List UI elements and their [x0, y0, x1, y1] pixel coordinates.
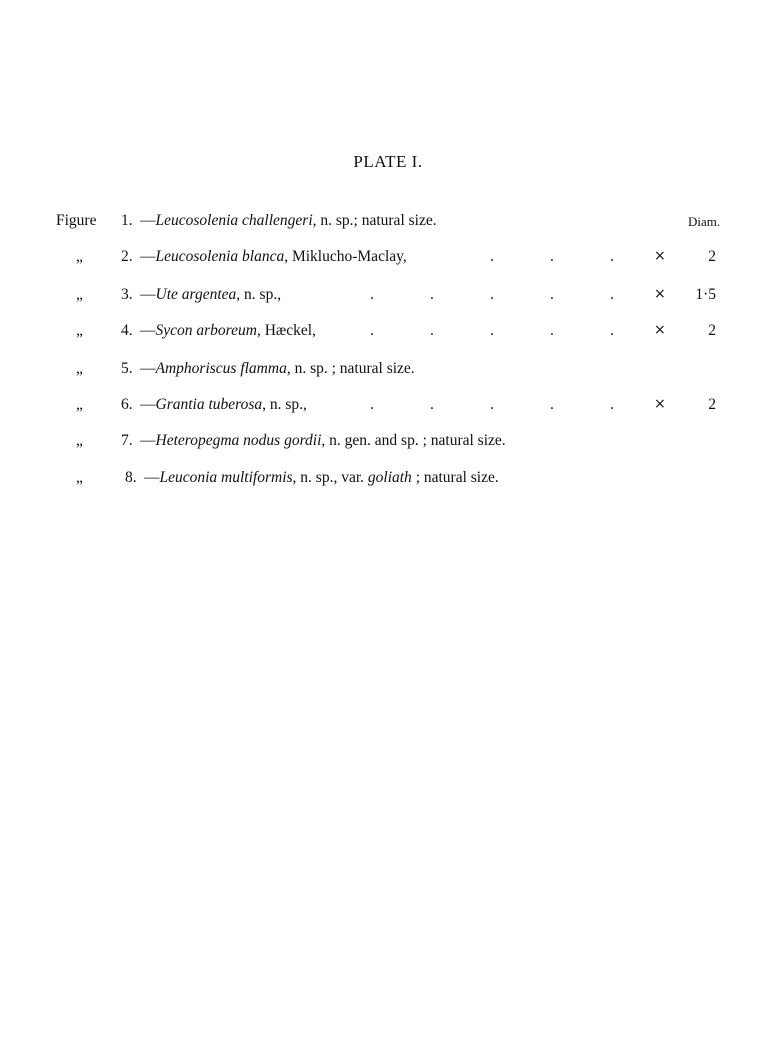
ditto-mark: „	[76, 322, 83, 339]
figure-number: 2.	[121, 248, 133, 265]
species-name: Leucosolenia challengeri	[155, 212, 313, 229]
species-name: Ute argentea	[155, 286, 237, 303]
figure-number: 8.	[125, 469, 137, 486]
figure-row-5	[0, 360, 776, 382]
figure-description: —Heteropegma nodus gordii, n. gen. and sp. ; natural size.	[140, 432, 506, 449]
figure-number: 3.	[121, 286, 133, 303]
times-sign: ×	[654, 322, 666, 338]
ditto-mark: „	[76, 286, 83, 303]
figure-row-1	[0, 212, 776, 234]
figure-number: 1.	[121, 212, 133, 229]
figure-description: —Grantia tuberosa, n. sp.,	[140, 396, 307, 413]
figure-number: 6.	[121, 396, 133, 413]
species-name: Leucosolenia blanca	[155, 248, 285, 265]
figure-row-3: „ 3. —Ute argentea, n. sp., . . . . . × 1·5	[76, 286, 716, 303]
variety-name: goliath	[367, 469, 412, 486]
figure-row-2: „ 2. —Leucosolenia blanca, Miklucho-Maclay, . . . × 2	[76, 248, 716, 265]
magnification: 2	[708, 322, 716, 339]
ditto-mark: „	[76, 432, 83, 449]
figure-description: —Leucosolenia challengeri, n. sp.; natural size.	[140, 212, 437, 229]
figure-description: —Amphoriscus flamma, n. sp. ; natural size.	[140, 360, 415, 377]
ditto-mark: „	[76, 396, 83, 413]
species-name: Heteropegma nodus gordii	[155, 432, 322, 449]
times-sign: ×	[654, 248, 666, 264]
figure-row-7	[0, 432, 776, 454]
plate-title: PLATE I.	[353, 152, 423, 171]
magnification: 1·5	[695, 286, 716, 303]
ditto-mark: „	[76, 360, 83, 377]
species-name: Amphoriscus flamma	[155, 360, 287, 377]
figure-description: —Leucosolenia blanca, Miklucho-Maclay,	[140, 248, 407, 265]
diam-label: Diam.	[688, 214, 721, 229]
figure-description: —Ute argentea, n. sp.,	[140, 286, 282, 303]
ditto-mark: „	[76, 469, 83, 486]
figure-label: Figure	[56, 212, 97, 229]
figure-row-6: „ 6. —Grantia tuberosa, n. sp., . . . . . × 2	[76, 396, 716, 413]
figure-description: —Sycon arboreum, Hæckel,	[140, 322, 316, 339]
species-name: Grantia tuberosa	[155, 396, 263, 413]
figure-number: 4.	[121, 322, 133, 339]
ditto-mark: „	[76, 248, 83, 265]
figure-row-8	[0, 469, 776, 491]
species-name: Leuconia multiformis	[159, 469, 293, 486]
figure-number: 5.	[121, 360, 133, 377]
species-name: Sycon arboreum	[155, 322, 257, 339]
figure-row-4: „ 4. —Sycon arboreum, Hæckel, . . . . . × 2	[76, 322, 716, 339]
magnification: 2	[708, 248, 716, 265]
figure-number: 7.	[121, 432, 133, 449]
times-sign: ×	[654, 396, 666, 412]
times-sign: ×	[654, 286, 666, 302]
magnification: 2	[708, 396, 716, 413]
figure-description: —Leuconia multiformis, n. sp., var. goliath ; natural size.	[144, 469, 499, 486]
